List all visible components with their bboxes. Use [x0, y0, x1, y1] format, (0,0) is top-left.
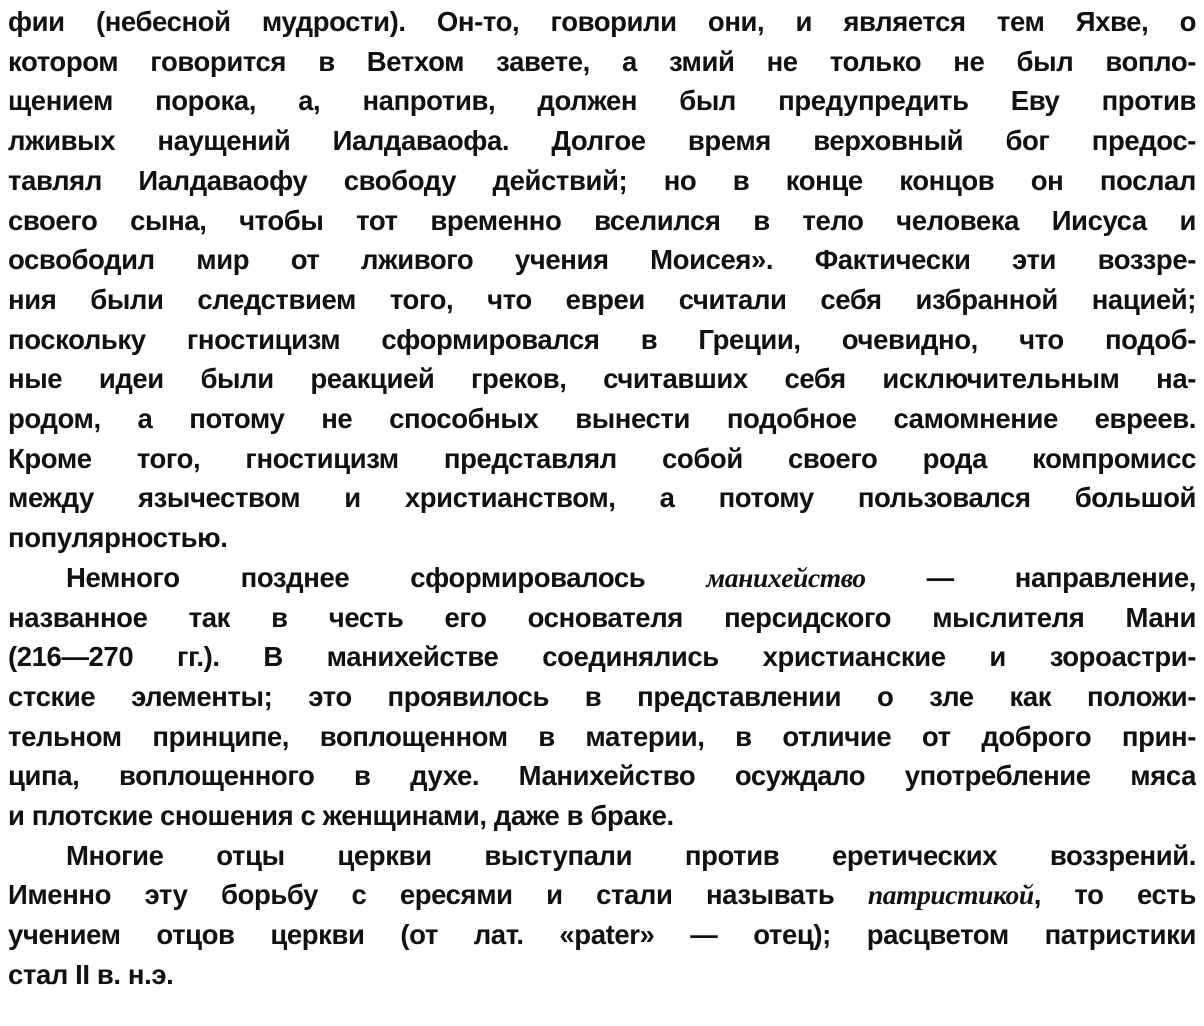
text-line: стал II в. н.э.	[8, 958, 174, 990]
text-line	[8, 875, 1196, 915]
text-line	[8, 558, 1196, 598]
text-run: Немного позднее сформировалось	[66, 561, 707, 593]
text-run: — направление,	[865, 561, 1196, 593]
text-line: ципа, воплощенного в духе. Манихейство осуждало употребление мяса	[8, 760, 1196, 792]
text-line: учением отцов церкви (от лат. «pater» — отец); расцветом патристики	[8, 919, 1196, 951]
text-line: тавлял Иалдаваофу свободу действий; но в конце концов он послал	[8, 164, 1196, 196]
text-line: фии (небесной мудрости). Он-то, говорили они, и является тем Яхве, о	[8, 6, 1196, 37]
text-line: ния были следствием того, что евреи считали себя избранной нацией;	[8, 283, 1196, 315]
document-page	[8, 2, 1196, 1024]
text-line: (216—270 гг.). В манихействе соединялись христианские и зороастри-	[8, 641, 1196, 673]
text-line: популярностью.	[8, 522, 228, 554]
paragraph-patristics	[8, 836, 1196, 995]
text-line: котором говорится в Ветхом завете, а змий не только не был вопло-	[8, 45, 1196, 77]
text-line: и плотские сношения с женщинами, даже в браке.	[8, 800, 674, 832]
text-line: освободил мир от лживого учения Моисея». Фактически эти воззре-	[8, 244, 1196, 276]
term-patristics: патристикой	[867, 879, 1034, 911]
text-line: Кроме того, гностицизм представлял собой своего рода компромисс	[8, 442, 1196, 474]
text-line: тельном принципе, воплощенном в материи, в отличие от доброго прин-	[8, 720, 1196, 752]
text-line: лживых наущений Иалдаваофа. Долгое время верховный бог предос-	[8, 125, 1196, 157]
term-manichaeism: манихейство	[706, 561, 866, 593]
text-line: родом, а потому не способных вынести подобное самомнение евреев.	[8, 403, 1196, 435]
text-line: между язычеством и христианством, а потому пользовался большой	[8, 482, 1196, 514]
text-line: стские элементы; это проявилось в представлении о зле как положи-	[8, 680, 1196, 712]
paragraph-manichaeism	[8, 558, 1196, 836]
text-line: поскольку гностицизм сформировался в Греции, очевидно, что подоб-	[8, 323, 1196, 355]
text-line: Многие отцы церкви выступали против еретических воззрений.	[66, 839, 1196, 871]
text-line: названное так в честь его основателя персидского мыслителя Мани	[8, 601, 1196, 633]
text-run: , то есть	[1033, 879, 1196, 911]
text-line: ные идеи были реакцией греков, считавших себя исключительным на-	[8, 363, 1196, 395]
text-line: своего сына, чтобы тот временно вселился в тело человека Иисуса и	[8, 204, 1196, 236]
text-run: Именно эту борьбу с ересями и стали называть	[8, 879, 868, 911]
text-line: щением порока, а, напротив, должен был предупредить Еву против	[8, 85, 1196, 117]
paragraph-gnosticism	[8, 2, 1196, 558]
